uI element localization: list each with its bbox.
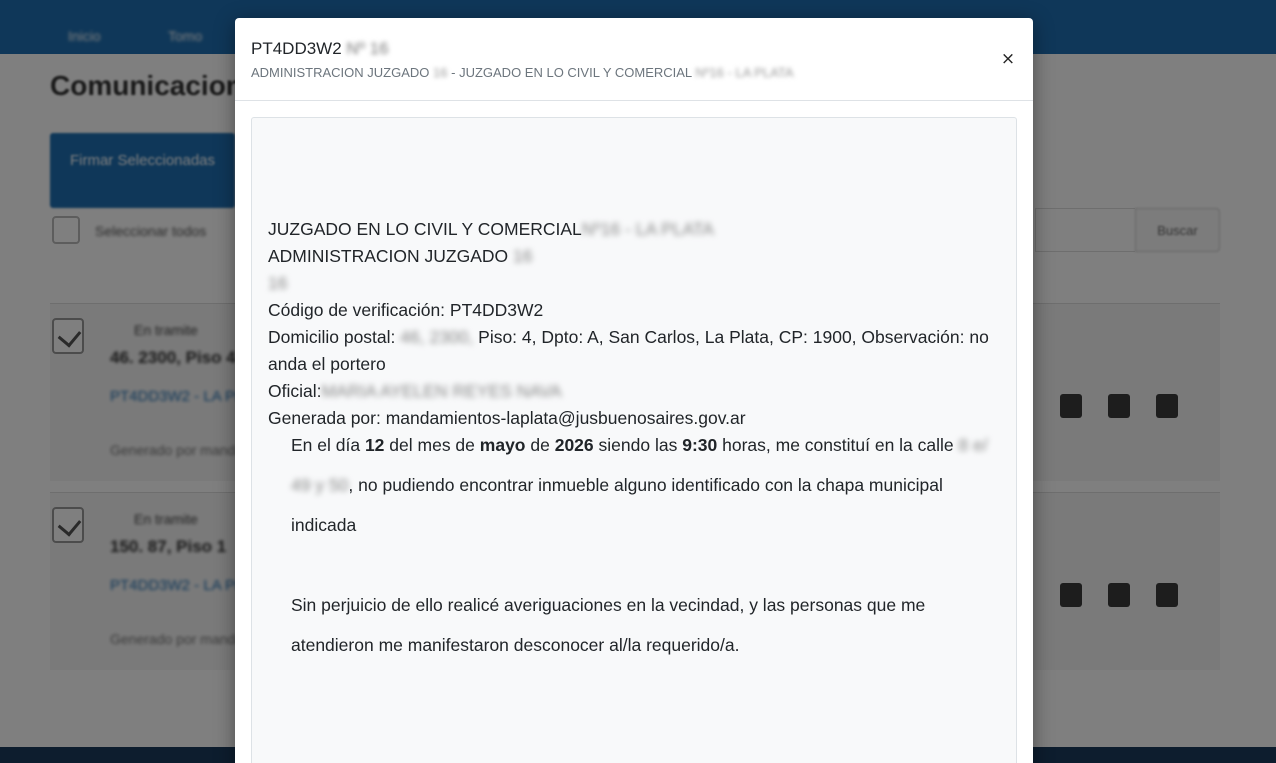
document-header	[268, 216, 998, 432]
document-modal	[235, 18, 1033, 763]
verification-code: PT4DD3W2	[449, 300, 544, 320]
court-line	[268, 216, 998, 243]
modal-title	[251, 39, 389, 59]
modal-header	[235, 18, 1033, 101]
p1-text: siendo las	[598, 435, 678, 455]
postal-redacted: 46, 2300,	[400, 327, 474, 347]
number-redacted: 16	[268, 273, 288, 293]
subtitle-redacted-court: Nº16 - LA PLATA	[695, 65, 794, 80]
court-redacted: Nº16 - LA PLATA	[581, 219, 714, 239]
generated-label: Generada por:	[268, 408, 381, 428]
modal-title-code: PT4DD3W2	[251, 39, 342, 58]
modal-subtitle	[251, 65, 794, 80]
p1-month: mayo	[479, 435, 526, 455]
close-button[interactable]: ×	[997, 48, 1019, 70]
p1-day: 12	[364, 435, 385, 455]
document-body	[291, 425, 991, 705]
subtitle-prefix: ADMINISTRACION JUZGADO	[251, 65, 430, 80]
postal-address: Piso: 4, Dpto: A, San Carlos, La Plata, CP: 1900, Observación: no anda el portero	[268, 327, 989, 374]
verification-line	[268, 297, 998, 324]
postal-label: Domicilio postal:	[268, 327, 396, 347]
admin-redacted: 16	[513, 246, 533, 266]
paragraph-2: Sin perjuicio de ello realicé averiguaciones en la vecindad, y las personas que me atendieron me manifestaron desconocer al/la requerido/a.	[291, 595, 926, 655]
modal-title-redacted: Nº 16	[346, 39, 389, 58]
p1-text: , no pudiendo encontrar inmueble alguno identificado con la chapa municipal indicada	[291, 475, 943, 535]
verification-label: Código de verificación:	[268, 300, 446, 320]
paragraph-1	[291, 425, 991, 545]
p1-text: horas, me constituí en la calle	[722, 435, 954, 455]
p1-text: de	[530, 435, 550, 455]
generated-email: mandamientos-laplata@jusbuenosaires.gov.ar	[385, 408, 746, 428]
p1-year: 2026	[554, 435, 594, 455]
court-name: JUZGADO EN LO CIVIL Y COMERCIAL	[268, 219, 582, 239]
admin-line	[268, 243, 998, 270]
p1-time: 9:30	[682, 435, 718, 455]
admin-name: ADMINISTRACION JUZGADO	[268, 246, 509, 266]
officer-line	[268, 378, 998, 405]
p1-text: del mes de	[389, 435, 475, 455]
officer-redacted: MARIA AYELEN REYES NAVA	[321, 381, 562, 401]
number-line	[268, 270, 998, 297]
p1-text: En el día	[291, 435, 361, 455]
officer-label: Oficial:	[268, 381, 322, 401]
subtitle-redacted-number: 16	[433, 65, 448, 80]
subtitle-middle: - JUZGADO EN LO CIVIL Y COMERCIAL	[451, 65, 692, 80]
postal-line	[268, 324, 998, 378]
p1-street-redacted: 8 e/ 49 y 50	[291, 435, 988, 495]
